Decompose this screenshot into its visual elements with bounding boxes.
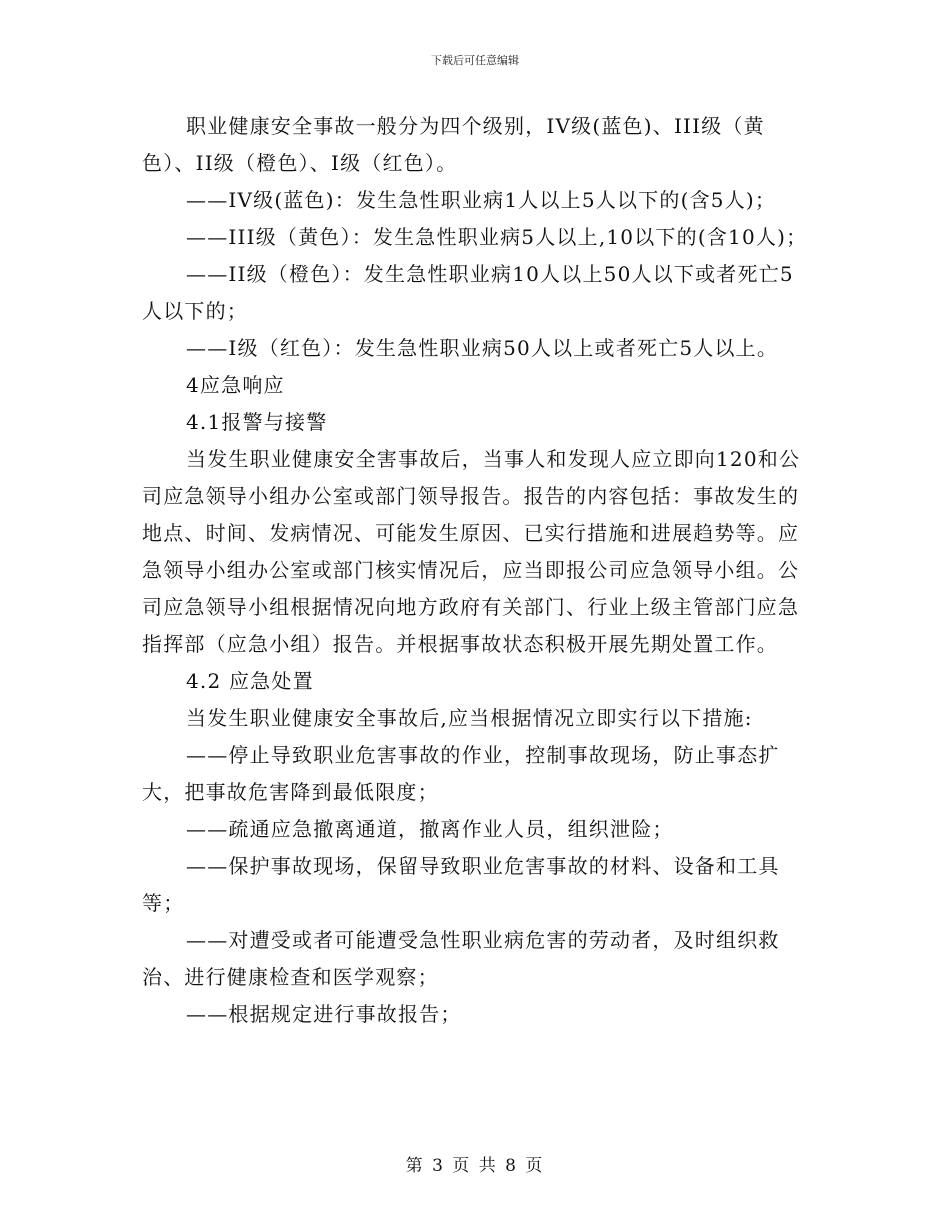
section-heading-emergency-handling: 4.2 应急处置 — [186, 669, 314, 693]
list-item-treatment: ——对遭受或者可能遭受急性职业病危害的劳动者，及时组织救治、进行健康检查和医学观察； — [142, 928, 780, 989]
list-item-stop-work: ——停止导致职业危害事故的作业，控制事故现场，防止事态扩大，把事故危害降到最低限度； — [142, 743, 780, 804]
paragraph-level-i: ——I级（红色）：发生急性职业病50人以上或者死亡5人以上。 — [186, 336, 779, 360]
paragraph-levels-intro: 职业健康安全事故一般分为四个级别，IV级(蓝色)、III级（黄色）、II级（橙色）、I级（红色）。 — [142, 114, 765, 175]
document-body — [142, 108, 808, 1033]
list-item-report: ——根据规定进行事故报告； — [186, 1002, 462, 1026]
section-heading-alarm: 4.1报警与接警 — [186, 410, 328, 434]
paragraph-level-ii: ——II级（橙色）：发生急性职业病10人以上50人以下或者死亡5人以下的； — [142, 262, 794, 323]
paragraph-handling-intro: 当发生职业健康安全事故后,应当根据情况立即实行以下措施: — [186, 706, 753, 730]
list-item-protect-scene: ——保护事故现场，保留导致职业危害事故的材料、设备和工具等； — [142, 854, 780, 915]
paragraph-level-iii: ——III级（黄色）：发生急性职业病5人以上,10以下的(含10人)； — [186, 225, 808, 249]
paragraph-alarm-procedure: 当发生职业健康安全害事故后，当事人和发现人应立即向120和公司应急领导小组办公室或部门领导报告。报告的内容包括：事故发生的地点、时间、发病情况、可能发生原因、已实行措施和进展趋势等。应急领导小组办公室或部门核实情况后，应当即报公司应急领导小组。公司应急领导小组根据情况向地方政府有关部门、行业上级主管部门应急指挥部（应急小组）报告。并根据事故状态积极开展先期处置工作。 — [142, 447, 801, 656]
paragraph-level-iv: ——IV级(蓝色)：发生急性职业病1人以上5人以下的(含5人)； — [186, 188, 777, 212]
section-heading-emergency-response: 4应急响应 — [186, 373, 285, 397]
list-item-evacuate: ——疏通应急撤离通道，撤离作业人员，组织泄险； — [186, 817, 674, 841]
page-header: 下载后可任意编辑 — [431, 54, 519, 67]
page-number: 第 3 页 共 8 页 — [405, 1156, 545, 1176]
